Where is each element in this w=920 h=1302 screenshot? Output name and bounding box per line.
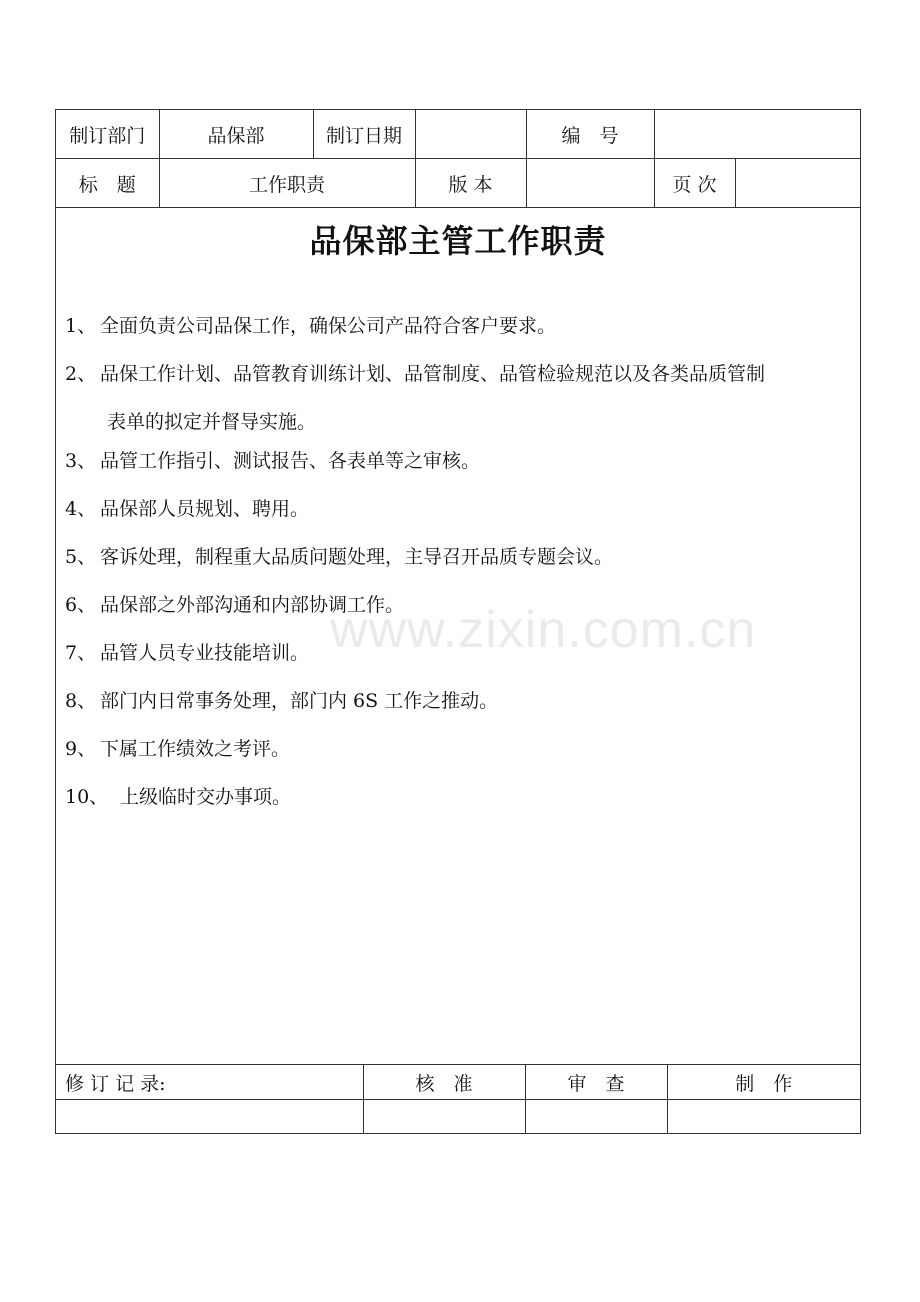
duty-list: [65, 314, 857, 833]
duty-text: 品保工作计划、品管教育训练计划、品管制度、品管检验规范以及各类品质管制: [100, 363, 766, 385]
duty-text: 上级临时交办事项。: [120, 786, 292, 808]
review-value: [525, 1100, 667, 1135]
footer-value-row: [56, 1100, 860, 1135]
document-form: [55, 109, 861, 1134]
approve-label: 核 准: [363, 1065, 525, 1100]
number-label: 编 号: [526, 110, 654, 159]
watermark-text: www.zixin.com.cn: [330, 601, 757, 659]
review-label: 审 查: [525, 1065, 667, 1100]
duty-number: 5、: [65, 546, 97, 568]
revision-label: 修 订 记 录:: [56, 1065, 363, 1100]
number-value: [654, 110, 860, 159]
duty-item: [65, 737, 857, 761]
duty-item: [65, 362, 857, 434]
duty-text: 品管人员专业技能培训。: [100, 642, 310, 664]
duty-text-continuation: 表单的拟定并督导实施。: [107, 411, 317, 433]
duty-number: 8、: [65, 690, 97, 712]
duty-text: 品保部之外部沟通和内部协调工作。: [100, 594, 405, 616]
date-value: [415, 110, 526, 159]
duty-text: 品管工作指引、测试报告、各表单等之审核。: [100, 450, 481, 472]
duty-text: 全面负责公司品保工作，确保公司产品符合客户要求。: [100, 315, 557, 337]
header-row-2: [56, 159, 860, 208]
duty-item: [65, 641, 857, 665]
footer-label-row: [56, 1065, 860, 1100]
duty-number: 2、: [65, 363, 97, 385]
make-label: 制 作: [667, 1065, 860, 1100]
duty-number: 7、: [65, 642, 97, 664]
duty-item: [65, 314, 857, 338]
duty-text-block: [100, 362, 857, 434]
duty-text: 部门内日常事务处理，部门内 6S 工作之推动。: [100, 690, 499, 712]
header-table: [56, 110, 860, 208]
approve-value: [363, 1100, 525, 1135]
make-value: [667, 1100, 860, 1135]
duty-number: 10、: [65, 786, 109, 808]
footer-table: [56, 1064, 860, 1134]
dept-value: 品保部: [159, 110, 313, 159]
duty-number: 6、: [65, 594, 97, 616]
duty-number: 1、: [65, 315, 97, 337]
page-value: [735, 159, 860, 208]
dept-label: 制订部门: [56, 110, 159, 159]
duty-text: 下属工作绩效之考评。: [100, 738, 291, 760]
duty-text: 客诉处理，制程重大品质问题处理，主导召开品质专题会议。: [100, 546, 614, 568]
duty-number: 9、: [65, 738, 97, 760]
header-row-1: [56, 110, 860, 159]
title-value: 工作职责: [159, 159, 415, 208]
document-title: 品保部主管工作职责: [309, 222, 607, 260]
date-label: 制订日期: [313, 110, 415, 159]
revision-value: [56, 1100, 363, 1135]
duty-item: [65, 545, 857, 569]
version-label: 版 本: [415, 159, 526, 208]
duty-item: [65, 449, 857, 473]
duty-item: [65, 689, 857, 713]
page-label: 页 次: [654, 159, 735, 208]
duty-number: 4、: [65, 498, 97, 520]
version-value: [526, 159, 654, 208]
duty-text: 品保部人员规划、聘用。: [100, 498, 310, 520]
duty-item: [65, 593, 857, 617]
duty-item: [65, 785, 857, 809]
duty-item: [65, 497, 857, 521]
title-label: 标 题: [56, 159, 159, 208]
duty-number: 3、: [65, 450, 97, 472]
